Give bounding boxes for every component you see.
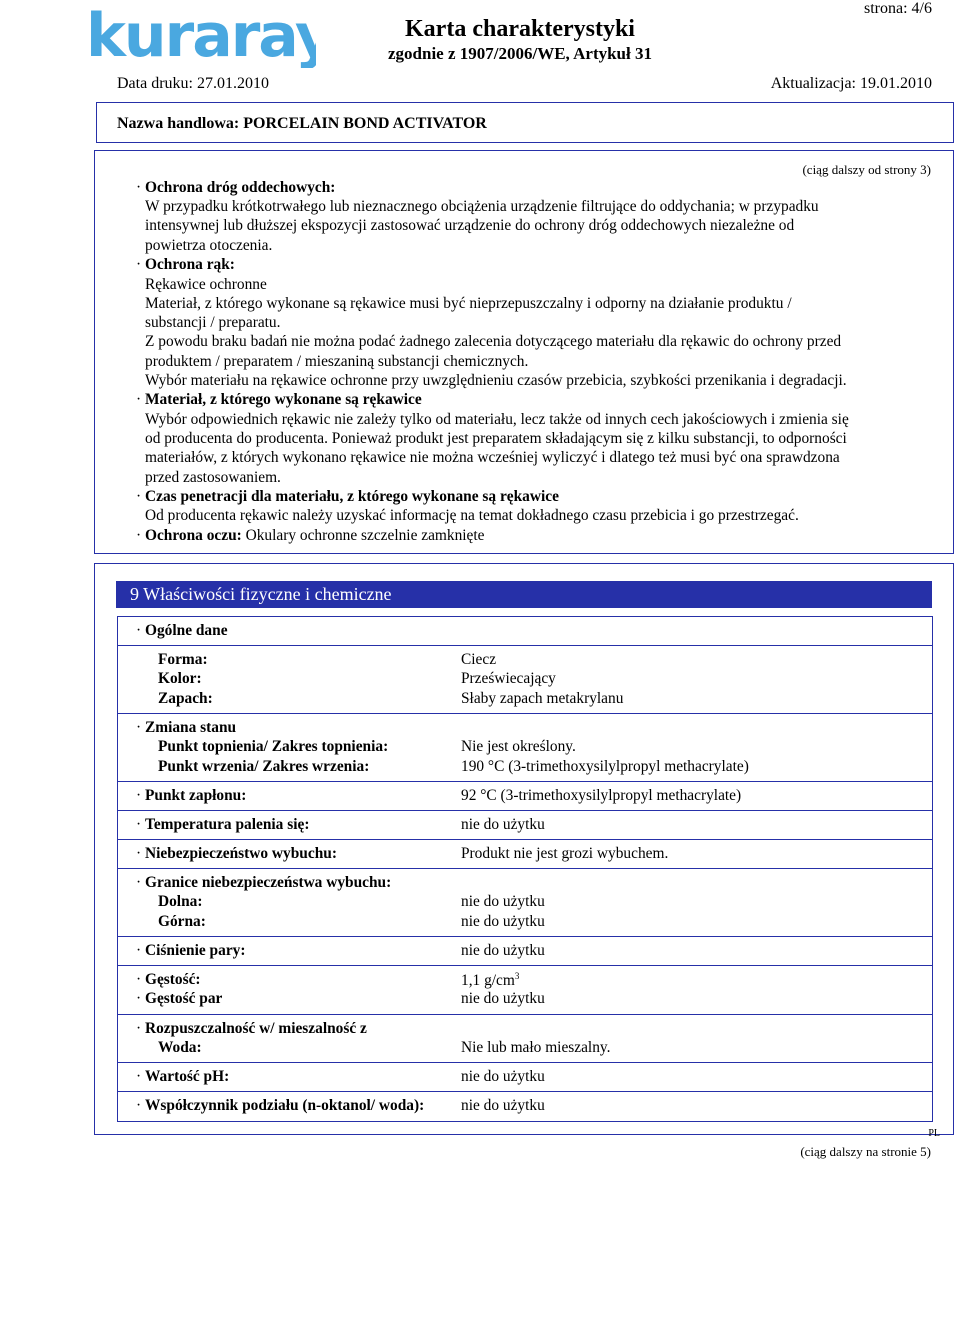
lower-value: nie do użytku (461, 893, 545, 910)
flash-value: 92 °C (3-trimethoxysilylpropyl methacrylate) (461, 787, 742, 804)
material-text-4: przed zastosowaniem. (145, 469, 281, 486)
hands-text-5: produktem / preparatem / mieszaniną substancji chemicznych. (145, 353, 529, 370)
vapor-value: nie do użytku (461, 942, 545, 959)
row-separator (118, 810, 932, 811)
density-value (461, 971, 519, 990)
row-separator (118, 1091, 932, 1092)
eyes-label: Ochrona oczu: (145, 527, 242, 544)
partition-value: nie do użytku (461, 1097, 545, 1114)
ph-label: Wartość pH: (145, 1068, 230, 1085)
limits-label: Granice niebezpieczeństwa wybuchu: (145, 874, 392, 891)
hands-label: Ochrona rąk: (145, 256, 235, 273)
bullet: · (136, 816, 142, 833)
upper-label: Górna: (158, 913, 206, 930)
form-value: Ciecz (461, 651, 497, 668)
partition-label: Współczynnik podziału (n-oktanol/ woda): (145, 1097, 425, 1114)
melting-label: Punkt topnienia/ Zakres topnienia: (158, 738, 389, 755)
respiratory-text-1: W przypadku krótkotrwałego lub nieznacznego obciążenia urządzenie filtrujące do oddychania; w przypadku (145, 198, 819, 215)
document-subtitle: zgodnie z 1907/2006/WE, Artykuł 31 (388, 44, 652, 63)
hands-text-4: Z powodu braku badań nie można podać żadnego zalecenia dotyczącego materiału dla rękawic do ochrony przed (145, 333, 842, 350)
row-separator (118, 1121, 932, 1122)
table-right-border (932, 616, 933, 1122)
respiratory-text-3: powietrza otoczenia. (145, 237, 273, 254)
page-number: strona: 4/6 (864, 0, 932, 17)
bullet: · (136, 990, 142, 1007)
material-label: Materiał, z którego wykonane są rękawice (145, 391, 422, 408)
update-date: Aktualizacja: 19.01.2010 (770, 75, 932, 92)
ignition-value: nie do użytku (461, 816, 545, 833)
row-separator (118, 965, 932, 966)
flash-label: Punkt zapłonu: (145, 787, 247, 804)
vapor-density-label: Gęstość par (145, 990, 223, 1007)
kuraray-logo (86, 4, 316, 73)
bullet: · (136, 845, 142, 862)
state-label: Zmiana stanu (145, 719, 237, 736)
density-label: Gęstość: (145, 971, 201, 988)
bullet: · (136, 1068, 142, 1085)
trade-name: Nazwa handlowa: PORCELAIN BOND ACTIVATOR (96, 102, 954, 143)
bullet: · (136, 719, 142, 736)
density-number: 1,1 g/cm (461, 972, 515, 990)
bullet: · (136, 527, 142, 544)
bullet: · (136, 622, 142, 639)
eyes-value: Okulary ochronne szczelnie zamknięte (245, 527, 485, 544)
ignition-label: Temperatura palenia się: (145, 816, 310, 833)
row-separator (118, 839, 932, 840)
bullet: · (136, 874, 142, 891)
penetration-label: Czas penetracji dla materiału, z którego wykonane są rękawice (145, 488, 559, 505)
row-separator (118, 781, 932, 782)
material-text-3: materiałów, z których wykonano rękawice nie można wcześniej wyliczyć i dlatego też musi być ona sprawdzona (145, 449, 840, 466)
bullet: · (136, 1097, 142, 1114)
continued-to: (ciąg dalszy na stronie 5) (800, 1144, 931, 1159)
row-separator (118, 616, 932, 617)
material-text-2: od producenta do producenta. Ponieważ produkt jest preparatem składającym się z kilku substancji, to odporności (145, 430, 847, 447)
bullet: · (136, 971, 142, 988)
solubility-label: Rozpuszczalność w/ mieszalność z (145, 1020, 367, 1037)
form-label: Forma: (158, 651, 208, 668)
material-text-1: Wybór odpowiednich rękawic nie zależy tylko od materiału, lecz także od innych cech jakościowych i zmienia się (145, 411, 849, 428)
print-date: Data druku: 27.01.2010 (117, 75, 269, 92)
section-9-heading: 9 Właściwości fizyczne i chemiczne (116, 581, 932, 608)
odor-value: Słaby zapach metakrylanu (461, 690, 624, 707)
explosion-label: Niebezpieczeństwo wybuchu: (145, 845, 337, 862)
odor-label: Zapach: (158, 690, 213, 707)
language-code: PL (928, 1128, 940, 1139)
bullet: · (136, 179, 142, 196)
bullet: · (136, 942, 142, 959)
bullet: · (136, 256, 142, 273)
vapor-label: Ciśnienie pary: (145, 942, 246, 959)
hands-text-3: substancji / preparatu. (145, 314, 281, 331)
row-separator (118, 645, 932, 646)
hands-text-2: Materiał, z którego wykonane są rękawice musi być nieprzepuszczalny i odporny na działanie produktu / (145, 295, 792, 312)
lower-label: Dolna: (158, 893, 203, 910)
document-title: Karta charakterystyki (405, 16, 635, 42)
boiling-value: 190 °C (3-trimethoxysilylpropyl methacrylate) (461, 758, 749, 775)
bullet: · (136, 488, 142, 505)
color-value: Przeświecający (461, 670, 556, 687)
penetration-text: Od producenta rękawic należy uzyskać informację na temat dokładnego czasu przebicia i go przestrzegać. (145, 507, 799, 524)
density-exponent: 3 (514, 971, 520, 981)
boiling-label: Punkt wrzenia/ Zakres wrzenia: (158, 758, 370, 775)
melting-value: Nie jest określony. (461, 738, 576, 755)
table-left-border (117, 616, 118, 1122)
bullet: · (136, 391, 142, 408)
eyes-row (145, 527, 485, 545)
continued-from: (ciąg dalszy od strony 3) (802, 162, 931, 177)
svg-text:kuraray: kuraray (86, 4, 316, 68)
water-value: Nie lub mało mieszalny. (461, 1039, 611, 1056)
general-label: Ogólne dane (145, 622, 228, 639)
row-separator (118, 713, 932, 714)
upper-value: nie do użytku (461, 913, 545, 930)
respiratory-text-2: intensywnej lub dłuższej ekspozycji zastosować urządzenie do ochrony dróg oddechowych niezależne od (145, 217, 795, 234)
bullet: · (136, 1020, 142, 1037)
ph-value: nie do użytku (461, 1068, 545, 1085)
row-separator (118, 1062, 932, 1063)
row-separator (118, 936, 932, 937)
color-label: Kolor: (158, 670, 202, 687)
hands-text-6: Wybór materiału na rękawice ochronne przy uwzględnieniu czasów przebicia, szybkości przenikania i degradacji. (145, 372, 847, 389)
water-label: Woda: (158, 1039, 202, 1056)
explosion-value: Produkt nie jest grozi wybuchem. (461, 845, 669, 862)
vapor-density-value: nie do użytku (461, 990, 545, 1007)
row-separator (118, 1014, 932, 1015)
row-separator (118, 868, 932, 869)
respiratory-label: Ochrona dróg oddechowych: (145, 179, 336, 196)
bullet: · (136, 787, 142, 804)
hands-text-1: Rękawice ochronne (145, 276, 267, 293)
